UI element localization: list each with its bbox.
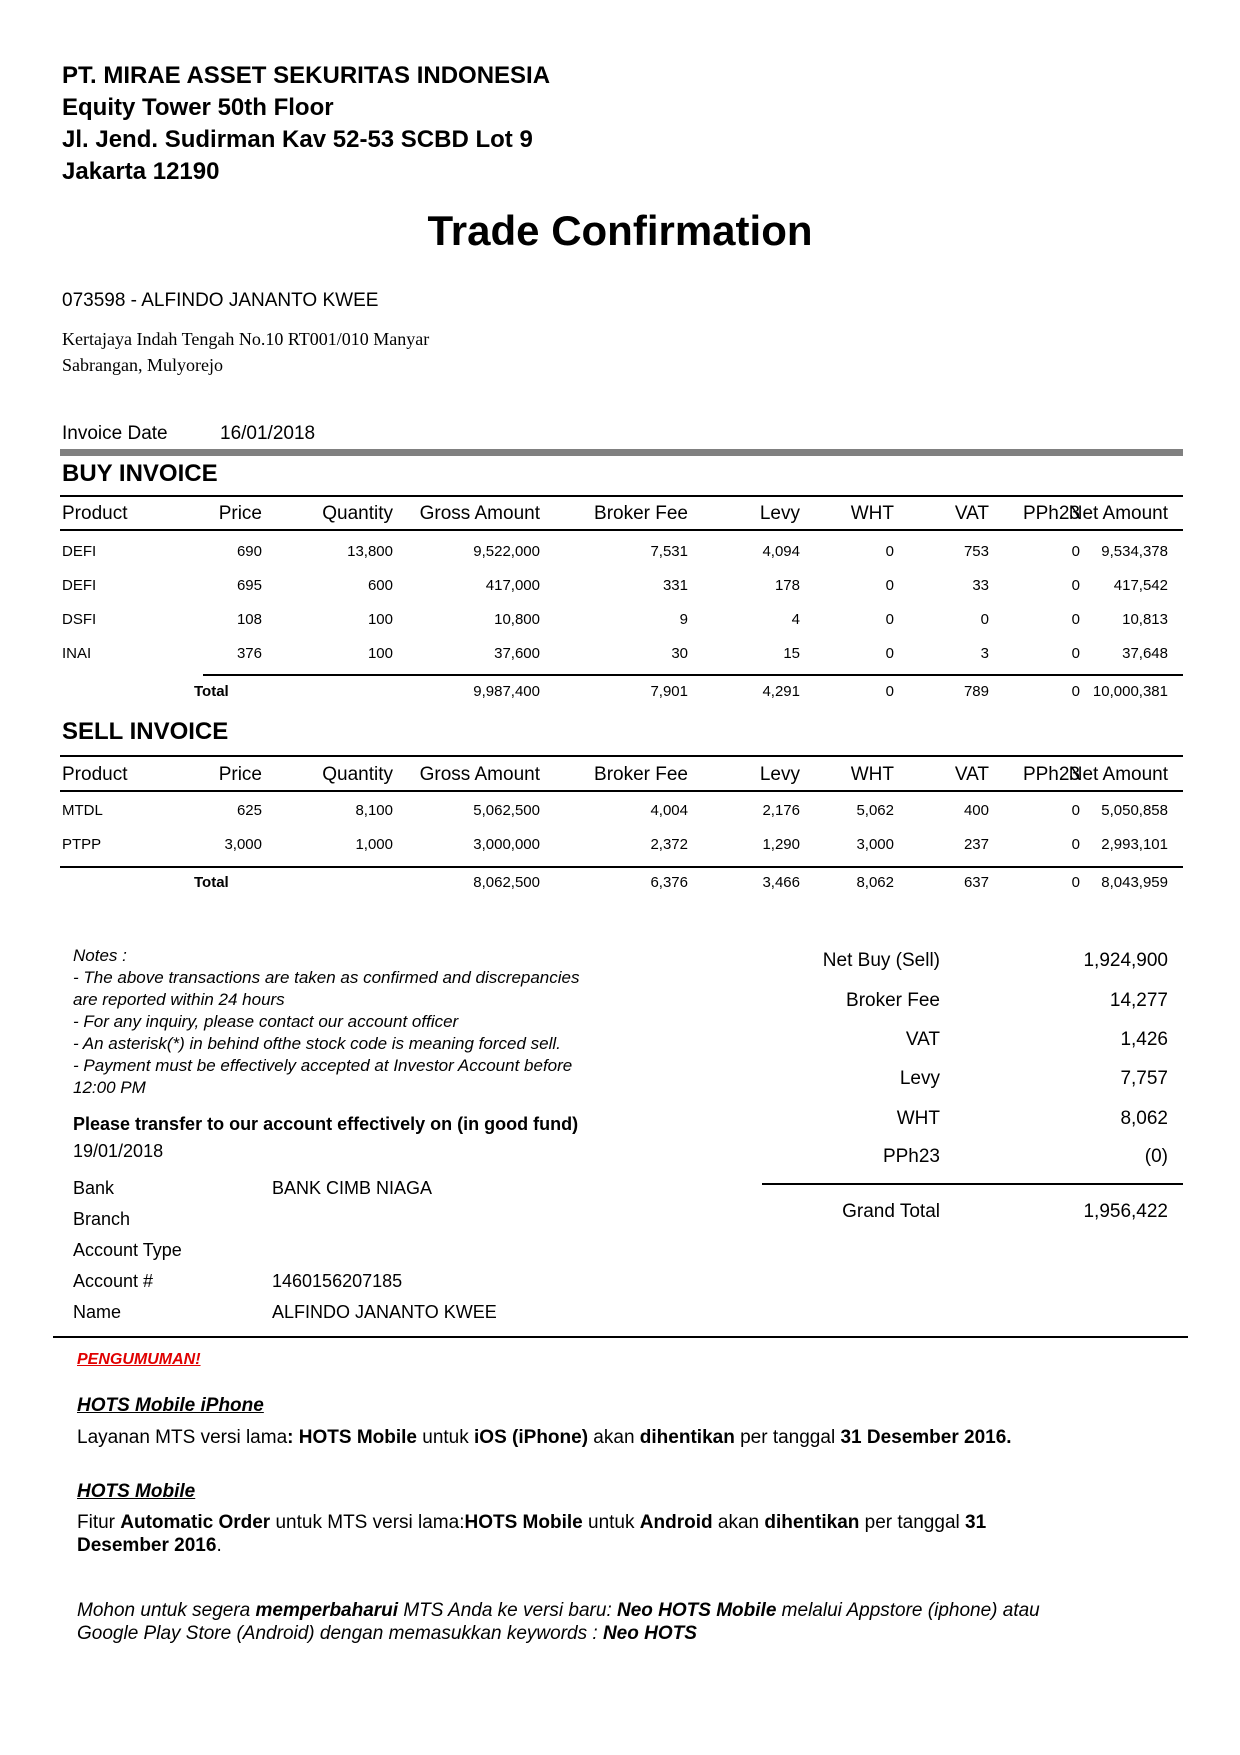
cell-levy: 4 <box>791 611 800 628</box>
column-header-gross-amount: Gross Amount <box>419 764 540 785</box>
company-name: PT. MIRAE ASSET SEKURITAS INDONESIA <box>62 62 551 89</box>
client-id-name: 073598 - ALFINDO JANANTO KWEE <box>62 290 379 311</box>
cell-vat: 0 <box>980 611 989 628</box>
cell-wht: 3,000 <box>856 836 894 853</box>
update-paragraph <box>77 1599 1040 1645</box>
cell-vat: 3 <box>980 645 989 662</box>
hots-iphone-paragraph <box>77 1427 1012 1449</box>
account-type-label: Account Type <box>73 1240 182 1260</box>
column-header-gross-amount: Gross Amount <box>419 503 540 524</box>
cell-gross-amount: 9,522,000 <box>473 543 540 560</box>
total-levy: 3,466 <box>762 874 800 891</box>
text-run-bold: : HOTS Mobile <box>287 1427 417 1448</box>
notes-line: - Payment must be effectively accepted at Investor Account before <box>73 1056 573 1075</box>
cell-vat: 400 <box>963 802 989 819</box>
summary-levy-label: Levy <box>899 1068 940 1089</box>
text-run-bold: memperbaharui <box>255 1600 399 1621</box>
cell-quantity: 1,000 <box>355 836 393 853</box>
column-header-levy: Levy <box>759 503 800 524</box>
column-header-wht: WHT <box>850 503 894 524</box>
notes-line: - For any inquiry, please contact our account officer <box>73 1012 459 1031</box>
summary-vat-value: 1,426 <box>1120 1029 1168 1050</box>
summary-pph23-label: PPh23 <box>882 1146 940 1167</box>
text-run: akan <box>588 1427 640 1448</box>
total-gross-amount: 9,987,400 <box>473 683 540 700</box>
bank-label: Bank <box>73 1178 115 1198</box>
cell-pph23: 0 <box>1071 577 1080 594</box>
cell-quantity: 13,800 <box>347 543 393 560</box>
column-header-pph23: PPh23 <box>1022 764 1080 785</box>
client-address-line-1: Kertajaya Indah Tengah No.10 RT001/010 Manyar <box>62 329 430 349</box>
text-run: . <box>216 1535 222 1556</box>
transfer-instruction: Please transfer to our account effectively on (in good fund) <box>73 1114 579 1134</box>
column-header-vat: VAT <box>954 764 989 785</box>
cell-net-amount: 2,993,101 <box>1101 836 1168 853</box>
net-buy-sell-value: 1,924,900 <box>1083 950 1168 971</box>
cell-wht: 0 <box>885 543 894 560</box>
cell-gross-amount: 3,000,000 <box>473 836 540 853</box>
text-run: MTS Anda ke versi baru: <box>398 1600 617 1621</box>
summary-wht-value: 8,062 <box>1120 1108 1168 1129</box>
text-run-bold: iOS (iPhone) <box>474 1427 589 1448</box>
client-address <box>62 326 429 378</box>
cell-price: 625 <box>236 802 262 819</box>
cell-levy: 4,094 <box>762 543 800 560</box>
total-broker-fee: 6,376 <box>650 874 688 891</box>
cell-gross-amount: 37,600 <box>494 645 540 662</box>
notes-line: - The above transactions are taken as confirmed and discrepancies <box>73 968 580 987</box>
summary-pph23-value: (0) <box>1144 1146 1168 1167</box>
text-run: Fitur <box>77 1512 121 1533</box>
cell-net-amount: 10,813 <box>1122 611 1168 628</box>
total-net-amount: 8,043,959 <box>1101 874 1168 891</box>
announcement-heading: PENGUMUMAN! <box>77 1351 201 1368</box>
text-run-bold: Neo HOTS Mobile <box>617 1600 777 1621</box>
hots-iphone-heading: HOTS Mobile iPhone <box>77 1395 264 1416</box>
text-run: melalui Appstore (iphone) atau <box>776 1600 1040 1621</box>
document-title: Trade Confirmation <box>427 207 813 254</box>
text-run: Layanan MTS versi lama <box>77 1427 288 1448</box>
text-run-bold: 31 Desember 2016. <box>840 1427 1012 1448</box>
text-run: Google Play Store (Android) dengan memasukkan keywords : <box>77 1623 603 1644</box>
notes-block <box>73 945 673 1099</box>
hots-mobile-paragraph <box>77 1511 986 1557</box>
sell-header-rule <box>60 755 1183 757</box>
cell-wht: 0 <box>885 577 894 594</box>
cell-pph23: 0 <box>1071 836 1080 853</box>
grand-total-label: Grand Total <box>842 1201 940 1222</box>
branch-label: Branch <box>73 1209 131 1229</box>
cell-vat: 237 <box>963 836 989 853</box>
column-header-wht: WHT <box>850 764 894 785</box>
announcement-divider <box>53 1336 1188 1338</box>
column-header-broker-fee: Broker Fee <box>594 764 688 785</box>
cell-levy: 2,176 <box>762 802 800 819</box>
total-vat: 637 <box>963 874 989 891</box>
sell-header-bottom-rule <box>60 790 1183 792</box>
cell-broker-fee: 2,372 <box>650 836 688 853</box>
cell-quantity: 8,100 <box>355 802 393 819</box>
company-address-line-1: Equity Tower 50th Floor <box>62 94 334 121</box>
cell-net-amount: 5,050,858 <box>1101 802 1168 819</box>
column-header-product: Product <box>62 764 128 785</box>
cell-wht: 0 <box>885 611 894 628</box>
text-run: untuk MTS versi lama: <box>270 1512 465 1533</box>
cell-net-amount: 417,542 <box>1113 577 1168 594</box>
cell-wht: 5,062 <box>856 802 894 819</box>
cell-net-amount: 37,648 <box>1122 645 1168 662</box>
company-block <box>62 60 550 188</box>
total-gross-amount: 8,062,500 <box>473 874 540 891</box>
column-header-broker-fee: Broker Fee <box>594 503 688 524</box>
client-address-line-2: Sabrangan, Mulyorejo <box>62 355 223 375</box>
hots-mobile-heading: HOTS Mobile <box>77 1481 196 1502</box>
cell-quantity: 100 <box>367 645 393 662</box>
column-header-price: Price <box>218 503 262 524</box>
column-header-pph23: PPh23 <box>1022 503 1080 524</box>
buy-total-rule <box>203 674 1183 676</box>
total-label: Total <box>194 683 229 700</box>
total-pph23: 0 <box>1071 683 1080 700</box>
cell-product: DEFI <box>62 577 97 594</box>
company-address-line-3: Jakarta 12190 <box>62 158 220 185</box>
text-run-bold: dihentikan <box>639 1427 735 1448</box>
column-header-levy: Levy <box>759 764 800 785</box>
cell-broker-fee: 4,004 <box>650 802 688 819</box>
text-run-bold: 31 <box>965 1512 987 1533</box>
cell-pph23: 0 <box>1071 543 1080 560</box>
summary-levy-value: 7,757 <box>1120 1068 1168 1089</box>
cell-price: 695 <box>236 577 262 594</box>
cell-product: PTPP <box>62 836 102 853</box>
total-wht: 8,062 <box>856 874 894 891</box>
cell-quantity: 100 <box>367 611 393 628</box>
cell-price: 690 <box>236 543 262 560</box>
column-header-quantity: Quantity <box>322 503 393 524</box>
text-run: Mohon untuk segera <box>77 1600 256 1621</box>
column-header-product: Product <box>62 503 128 524</box>
notes-line: 12:00 PM <box>73 1078 146 1097</box>
cell-price: 3,000 <box>224 836 262 853</box>
text-run-bold: HOTS Mobile <box>464 1512 583 1533</box>
cell-wht: 0 <box>885 645 894 662</box>
account-name-label: Name <box>73 1302 122 1322</box>
cell-vat: 753 <box>963 543 989 560</box>
summary-vat-label: VAT <box>905 1029 940 1050</box>
cell-pph23: 0 <box>1071 645 1080 662</box>
cell-price: 108 <box>236 611 262 628</box>
cell-gross-amount: 417,000 <box>485 577 540 594</box>
notes-line: are reported within 24 hours <box>73 990 285 1009</box>
cell-product: INAI <box>62 645 92 662</box>
cell-levy: 15 <box>783 645 800 662</box>
notes-heading: Notes : <box>73 946 127 965</box>
column-header-vat: VAT <box>954 503 989 524</box>
grand-total-value: 1,956,422 <box>1083 1201 1168 1222</box>
cell-product: DSFI <box>62 611 97 628</box>
company-address-line-2: Jl. Jend. Sudirman Kav 52-53 SCBD Lot 9 <box>62 126 533 153</box>
section-divider <box>60 449 1183 456</box>
column-header-price: Price <box>218 764 262 785</box>
cell-price: 376 <box>236 645 262 662</box>
cell-gross-amount: 10,800 <box>494 611 540 628</box>
buy-header-bottom-rule <box>60 529 1183 531</box>
column-header-quantity: Quantity <box>322 764 393 785</box>
summary-rule <box>762 1183 1183 1185</box>
cell-gross-amount: 5,062,500 <box>473 802 540 819</box>
text-run: akan <box>712 1512 765 1533</box>
net-buy-sell-label: Net Buy (Sell) <box>822 950 940 971</box>
total-pph23: 0 <box>1071 874 1080 891</box>
invoice-date-label: Invoice Date <box>62 423 168 444</box>
text-run: untuk <box>582 1512 640 1533</box>
text-run-bold: Neo HOTS <box>602 1623 697 1644</box>
cell-pph23: 0 <box>1071 802 1080 819</box>
sell-total-rule <box>60 866 1183 868</box>
column-header-net-amount: Net Amount <box>1068 503 1168 524</box>
text-run: untuk <box>416 1427 475 1448</box>
cell-broker-fee: 331 <box>662 577 688 594</box>
column-header-net-amount: Net Amount <box>1068 764 1168 785</box>
total-wht: 0 <box>885 683 894 700</box>
text-run-bold: Desember 2016 <box>77 1535 217 1556</box>
cell-vat: 33 <box>972 577 989 594</box>
text-run-bold: Automatic Order <box>120 1512 271 1533</box>
cell-broker-fee: 30 <box>671 645 688 662</box>
account-number-label: Account # <box>73 1271 154 1291</box>
total-net-amount: 10,000,381 <box>1092 683 1168 700</box>
text-run-bold: dihentikan <box>764 1512 860 1533</box>
cell-quantity: 600 <box>367 577 393 594</box>
cell-net-amount: 9,534,378 <box>1101 543 1168 560</box>
invoice-date: 16/01/2018 <box>220 423 316 444</box>
transfer-date: 19/01/2018 <box>73 1141 164 1161</box>
cell-levy: 1,290 <box>762 836 800 853</box>
cell-broker-fee: 7,531 <box>650 543 688 560</box>
cell-broker-fee: 9 <box>679 611 688 628</box>
summary-wht-label: WHT <box>896 1108 940 1129</box>
account-name-value: ALFINDO JANANTO KWEE <box>272 1302 497 1322</box>
cell-product: MTDL <box>62 802 103 819</box>
cell-pph23: 0 <box>1071 611 1080 628</box>
bank-value: BANK CIMB NIAGA <box>272 1178 433 1198</box>
text-run: per tanggal <box>859 1512 966 1533</box>
summary-broker-fee-value: 14,277 <box>1109 990 1168 1011</box>
total-vat: 789 <box>963 683 989 700</box>
summary-broker-fee-label: Broker Fee <box>846 990 940 1011</box>
notes-line: - An asterisk(*) in behind ofthe stock code is meaning forced sell. <box>73 1034 561 1053</box>
text-run-bold: Android <box>639 1512 713 1533</box>
buy-header-rule <box>60 495 1183 497</box>
sell-invoice-title: SELL INVOICE <box>62 718 229 745</box>
cell-levy: 178 <box>774 577 800 594</box>
total-levy: 4,291 <box>762 683 800 700</box>
total-label: Total <box>194 874 229 891</box>
cell-product: DEFI <box>62 543 97 560</box>
account-number-value: 1460156207185 <box>272 1271 403 1291</box>
buy-invoice-title: BUY INVOICE <box>62 460 218 487</box>
total-broker-fee: 7,901 <box>650 683 688 700</box>
text-run: per tanggal <box>734 1427 841 1448</box>
